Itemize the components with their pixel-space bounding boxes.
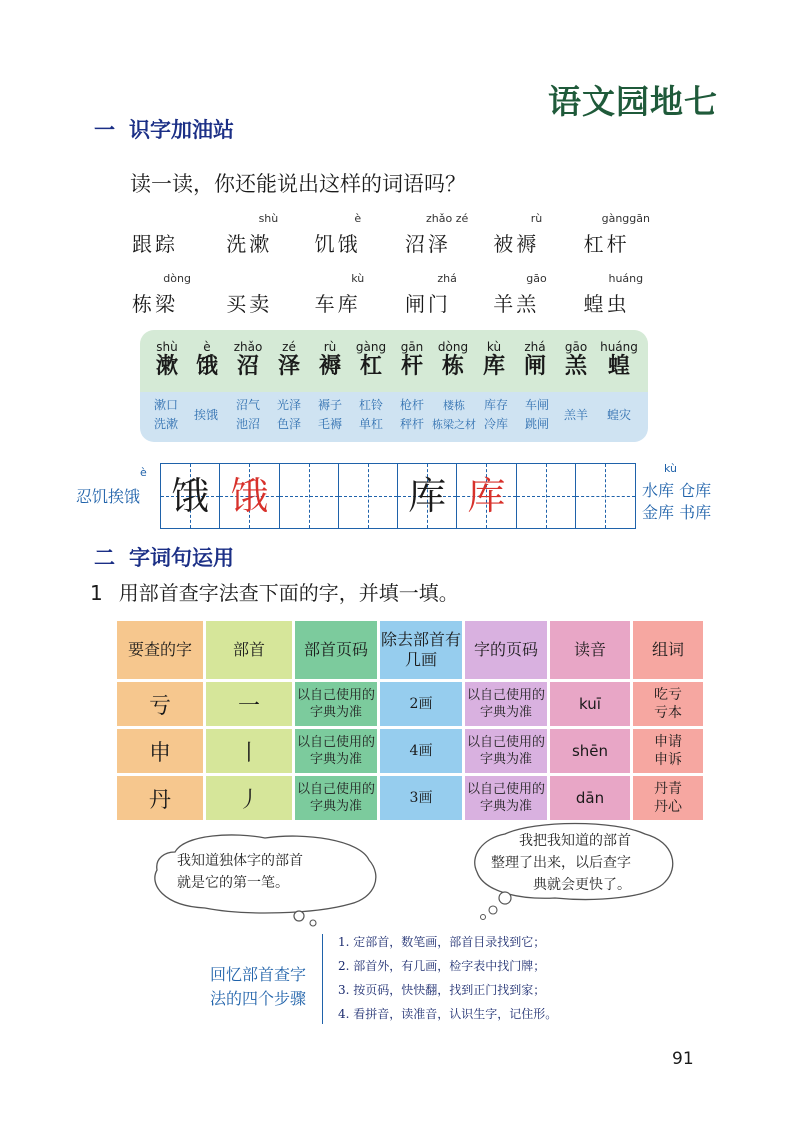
band-words: [310, 396, 350, 434]
band-pinyin: dòng: [437, 340, 469, 354]
band-pinyin: kù: [486, 340, 502, 354]
word-pinyin: [224, 272, 312, 288]
band-word: 洗漱: [153, 417, 178, 431]
band-word: 毛褥: [317, 417, 342, 431]
speech-bubble-right: [465, 820, 685, 920]
bubble-line: 典就会更快了。: [533, 877, 631, 893]
word-pinyin: gāo: [526, 272, 547, 285]
word-text: 洗漱: [226, 232, 273, 256]
review-label: [210, 963, 306, 1011]
band-word: 蝗灾: [606, 408, 631, 422]
cell-radical-page: 以自己使用的字典为准: [295, 776, 377, 820]
page-number: 91: [672, 1049, 694, 1069]
writing-square: [517, 464, 576, 528]
word-item: [313, 272, 403, 332]
left-words: 忍饥挨饿: [76, 487, 141, 506]
band-word: 池沼: [235, 417, 260, 431]
bubble-right-text: [491, 830, 631, 896]
band-word: 库存: [483, 398, 508, 412]
header-cell: 部首页码: [295, 621, 377, 679]
cell-pinyin: kuī: [550, 682, 630, 726]
speech-bubble-left: [145, 832, 385, 928]
word-grid: [130, 212, 670, 332]
word-item: [403, 272, 491, 332]
left-pinyin: è: [140, 466, 147, 479]
cell-char-page: 以自己使用的字典为准: [465, 776, 547, 820]
step-item: 3. 按页码，快快翻，找到正门找到家；: [338, 983, 546, 997]
cell-word: 丹心: [654, 799, 682, 815]
cell-char: 亏: [117, 682, 203, 726]
word-pinyin: zhá: [437, 272, 457, 285]
band-character: [557, 330, 595, 382]
review-label-line: 回忆部首查字: [210, 965, 307, 984]
steps-brace: [322, 934, 332, 1024]
section-number: 二: [94, 546, 115, 570]
step-item: 2. 部首外，有几画，检字表中找门牌；: [338, 959, 546, 973]
band-pinyin: zhǎo: [233, 340, 263, 354]
word-item: [313, 212, 403, 272]
word-pinyin: dòng: [163, 272, 191, 285]
band-char: 蝗: [607, 353, 630, 379]
word-item: [491, 272, 581, 332]
band-character: [270, 330, 308, 382]
band-words: [228, 396, 268, 434]
band-word: 枪杆: [399, 398, 424, 412]
band-character: [352, 330, 390, 382]
band-character: [393, 330, 431, 382]
bubble-line: 整理了出来，以后查字: [491, 855, 631, 871]
band-word: 跳闸: [524, 417, 549, 431]
band-char: 杆: [400, 353, 423, 379]
word-text: 蝗虫: [583, 292, 630, 316]
band-word: 漱口: [153, 398, 178, 412]
cell-strokes: 2画: [380, 682, 462, 726]
word-pinyin: [130, 212, 224, 228]
band-word: 栋梁之材: [432, 418, 476, 431]
band-pinyin: gàng: [355, 340, 387, 354]
header-cell: 组词: [633, 621, 703, 679]
band-char: 沼: [236, 353, 259, 379]
word-pinyin: zhǎo zé: [425, 212, 469, 225]
section-title: 识字加油站: [129, 118, 234, 142]
band-character: [229, 330, 267, 382]
cell-words: [633, 682, 703, 726]
grid-char: 库: [408, 474, 447, 518]
word-item: [224, 272, 312, 332]
band-char: 羔: [564, 353, 587, 379]
right-word-line: 金库 书库: [642, 503, 712, 522]
word-text: 羊羔: [493, 292, 540, 316]
band-pinyin: zhá: [524, 340, 546, 354]
band-word: 冷库: [483, 417, 508, 431]
task-1: [90, 577, 459, 606]
band-words: [186, 406, 226, 425]
word-text: 杠杆: [583, 232, 630, 256]
cell-radical: 丿: [206, 776, 292, 820]
writing-square: [280, 464, 339, 528]
band-word: 车闸: [524, 398, 549, 412]
band-word: 单杠: [358, 417, 383, 431]
cell-radical: 一: [206, 682, 292, 726]
section-heading-1: [94, 114, 234, 144]
cell-strokes: 4画: [380, 729, 462, 773]
table-header-row: [117, 621, 703, 679]
header-cell: 部首: [206, 621, 292, 679]
word-text: 栋梁: [132, 292, 178, 316]
cell-word: 丹青: [654, 781, 682, 797]
cell-word: 申诉: [654, 752, 682, 768]
cell-char-page: 以自己使用的字典为准: [465, 682, 547, 726]
band-char: 泽: [277, 353, 300, 379]
right-word-line: 水库 仓库: [642, 481, 712, 500]
right-pinyin: kù: [664, 462, 678, 475]
band-word: 杠铃: [358, 398, 383, 412]
word-item: [403, 212, 491, 272]
cell-char: 丹: [117, 776, 203, 820]
band-pinyin: è: [203, 340, 211, 354]
band-word: 沼气: [235, 398, 260, 412]
word-text: 车库: [314, 292, 361, 316]
header-cell: 除去部首有几画: [380, 621, 462, 679]
band-words: [517, 396, 557, 434]
band-pinyin: gāo: [564, 340, 588, 354]
bubble-line: 我知道独体字的部首: [177, 853, 303, 869]
word-text: 被褥: [493, 232, 540, 256]
character-band: [140, 330, 648, 442]
writing-square: [220, 464, 279, 528]
step-item: 1. 定部首，数笔画，部首目录找到它；: [338, 935, 546, 949]
band-words: [269, 396, 309, 434]
band-words: [476, 396, 516, 434]
review-label-line: 法的四个步骤: [210, 989, 307, 1008]
band-char: 库: [482, 353, 505, 379]
band-word: 羔羊: [563, 408, 588, 422]
section-heading-2: [94, 542, 234, 572]
cell-char-page: 以自己使用的字典为准: [465, 729, 547, 773]
band-character: [596, 330, 642, 382]
band-words: [146, 396, 186, 434]
band-word: 楼栋: [443, 399, 465, 412]
task-number: 1: [90, 581, 103, 605]
table-row: [117, 776, 703, 820]
grid-char: 饿: [230, 474, 269, 518]
cell-radical-page: 以自己使用的字典为准: [295, 729, 377, 773]
band-char: 杠: [359, 353, 382, 379]
word-pinyin: gànggān: [601, 212, 650, 225]
writing-grid: [160, 463, 636, 529]
word-text: 闸门: [404, 292, 451, 316]
band-words: [598, 406, 640, 425]
band-word: 挨饿: [193, 408, 218, 422]
task-text: 用部首查字法查下面的字，并填一填。: [118, 581, 459, 605]
word-item: [582, 212, 670, 272]
word-row: [130, 212, 670, 272]
band-character: [188, 330, 226, 382]
word-row: [130, 272, 670, 332]
cell-word: 亏本: [654, 705, 682, 721]
band-char: 饿: [195, 353, 218, 379]
band-character: [475, 330, 513, 382]
word-text: 饥饿: [314, 232, 361, 256]
band-character: [311, 330, 349, 382]
table-row: [117, 729, 703, 773]
writing-square: [161, 464, 220, 528]
band-character: [148, 330, 186, 382]
word-item: [491, 212, 581, 272]
band-char: 栋: [441, 353, 464, 379]
band-words: [430, 396, 478, 434]
header-cell: 字的页码: [465, 621, 547, 679]
band-pinyin: rù: [323, 340, 337, 354]
word-pinyin: shù: [258, 212, 279, 225]
step-item: 4. 看拼音，读准音，认识生字，记住形。: [338, 1007, 558, 1021]
bubble-line: 就是它的第一笔。: [177, 875, 289, 891]
radical-table: [114, 618, 706, 823]
writing-square: [457, 464, 516, 528]
band-word: 色泽: [276, 417, 301, 431]
band-char: 褥: [318, 353, 341, 379]
word-pinyin: è: [354, 212, 362, 225]
word-item: [130, 212, 224, 272]
header-cell: 读音: [550, 621, 630, 679]
band-word: 光泽: [276, 398, 301, 412]
writing-square: [576, 464, 635, 528]
band-words: [351, 396, 391, 434]
word-item: [224, 212, 312, 272]
band-pinyin: zé: [282, 340, 296, 354]
grid-char: 库: [467, 474, 506, 518]
right-words: [642, 480, 711, 524]
word-item: [582, 272, 670, 332]
band-char: 漱: [155, 353, 178, 379]
band-words: [556, 406, 596, 425]
word-pinyin: huáng: [608, 272, 644, 285]
bubble-left-text: [177, 850, 303, 894]
band-pinyin: gān: [400, 340, 424, 354]
word-text: 沼泽: [404, 232, 451, 256]
cell-word: 申请: [654, 734, 682, 750]
band-word: 秤杆: [399, 417, 424, 431]
band-words: [392, 396, 432, 434]
writing-square: [398, 464, 457, 528]
cell-words: [633, 729, 703, 773]
band-word: 褥子: [317, 398, 342, 412]
word-item: [130, 272, 224, 332]
cell-radical-page: 以自己使用的字典为准: [295, 682, 377, 726]
band-pinyin: shù: [156, 340, 178, 354]
word-text: 买卖: [226, 292, 273, 316]
header-cell: 要查的字: [117, 621, 203, 679]
cell-radical: 丨: [206, 729, 292, 773]
instruction-text: 读一读，你还能说出这样的词语吗？: [130, 172, 466, 196]
word-text: 跟踪: [132, 232, 178, 256]
cell-char: 申: [117, 729, 203, 773]
page-title: 语文园地七: [548, 82, 718, 121]
band-character: [516, 330, 554, 382]
word-pinyin: rù: [530, 212, 543, 225]
writing-square: [339, 464, 398, 528]
grid-char: 饿: [171, 474, 210, 518]
steps-list: [338, 930, 557, 1026]
cell-strokes: 3画: [380, 776, 462, 820]
cell-word: 吃亏: [654, 687, 682, 703]
band-pinyin: huáng: [600, 340, 638, 354]
band-character: [434, 330, 472, 382]
bubble-line: 我把我知道的部首: [519, 833, 631, 849]
word-pinyin: kù: [351, 272, 365, 285]
band-char: 闸: [523, 353, 546, 379]
cell-pinyin: shēn: [550, 729, 630, 773]
section-title: 字词句运用: [129, 546, 234, 570]
cell-pinyin: dān: [550, 776, 630, 820]
table-row: [117, 682, 703, 726]
cell-words: [633, 776, 703, 820]
section-number: 一: [94, 118, 115, 142]
